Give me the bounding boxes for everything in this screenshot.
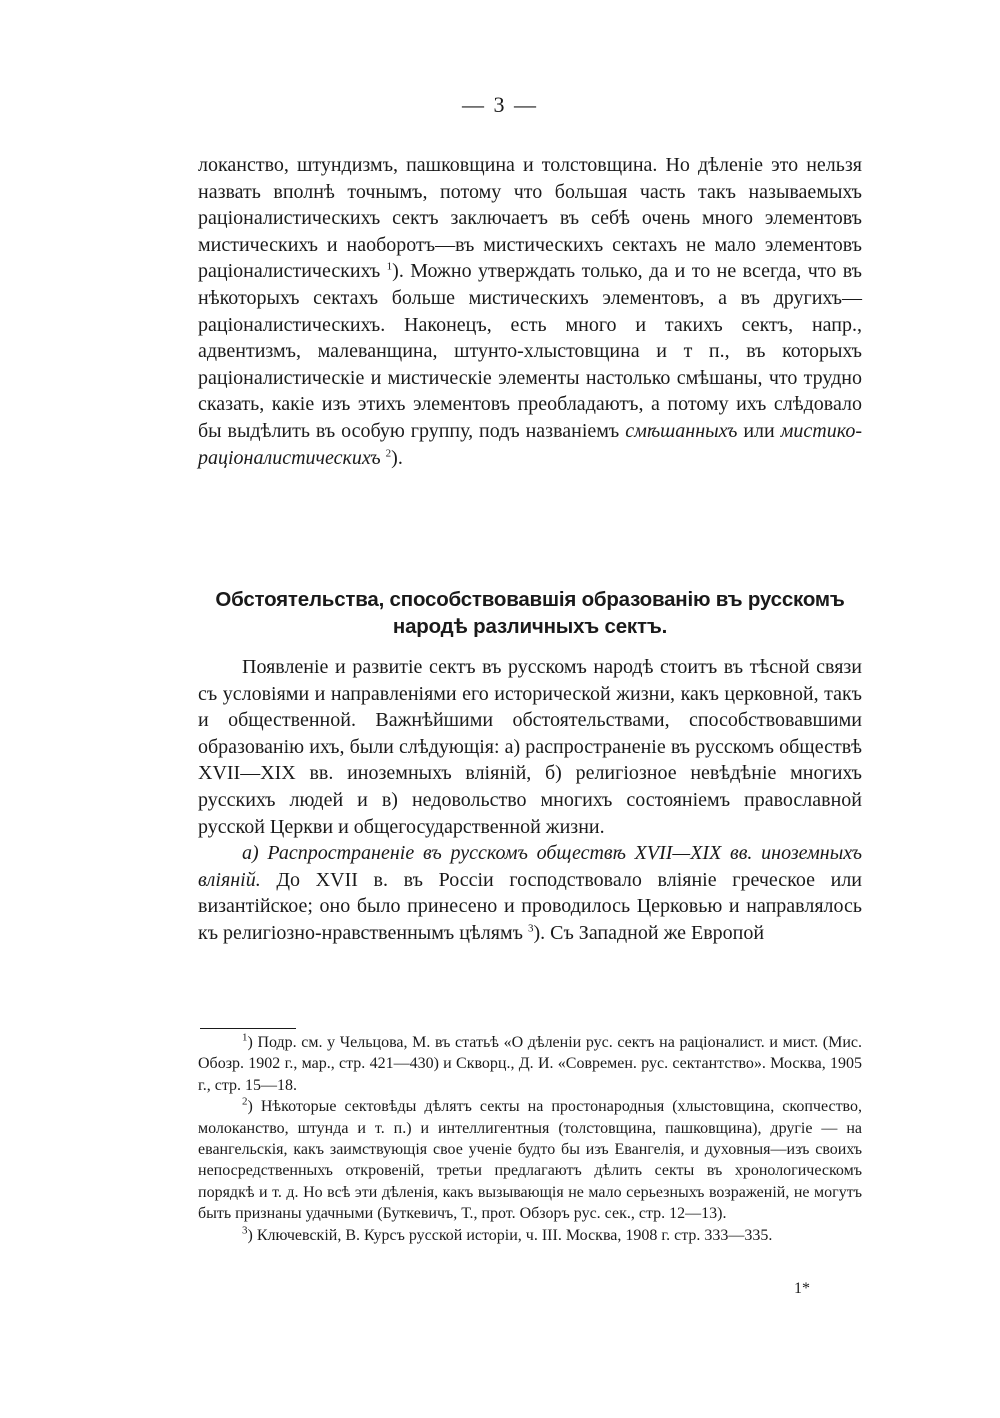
- footnote-1: [198, 1032, 862, 1096]
- footnotes: [198, 1032, 862, 1246]
- footnote-ref-3: 3: [527, 922, 534, 935]
- footnote-ref-1: 1: [386, 260, 393, 273]
- intro-italic-term-1: смѣшанныхъ: [625, 419, 738, 442]
- footnote-text: ) Нѣкоторые сектовѣды дѣлятъ секты на простонародныя (хлыстовщина, скопчество, молоканство, штунда и т. п.) и интеллигентныя (толстовщина, пашковщина), другіе — на евангельскія, какъ заимствующія свое ученіе будто бы изъ Евангелія, и духовныя—изъ своихъ непосредственныхъ откровеній, третьи предлагаютъ дѣлить секты въ хронологическомъ порядкѣ и т. д. Но всѣ эти дѣленія, какъ вызывающія не мало серьезныхъ возраженій, не могутъ быть признаны удачными (Буткевичъ, Т., прот. Обзоръ рус. сек., стр. 12—13).: [198, 1098, 862, 1223]
- main-body: [198, 654, 862, 947]
- footnote-3: [198, 1225, 862, 1246]
- footnote-text: ) Ключевскій, В. Курсъ русской исторіи, ч. III. Москва, 1908 г. стр. 333—335.: [247, 1226, 773, 1244]
- footnote-mark: 1: [242, 1031, 248, 1044]
- intro-text-1: локанство, штундизмъ, пашковщина и толстовщина. Но дѣленіе это нельзя назвать вполнѣ точнымъ, потому что большая часть такъ называемыхъ раціоналистическихъ сектъ заключаетъ въ себѣ очень много элементовъ мистическихъ и наоборотъ—въ мистическихъ сектахъ не мало элементовъ раціоналистическихъ: [198, 154, 862, 283]
- paragraph-3-text: До XVII в. въ Россіи господствовало вліяніе греческое или византійское; оно было принесено и проводилось Церковью и направлялось къ религіозно-нравственнымъ цѣлямъ: [198, 868, 862, 944]
- intro-text-3: или: [737, 419, 781, 442]
- paragraph-3: [198, 840, 862, 946]
- page-number: — 3 —: [462, 92, 538, 117]
- footnote-2: [198, 1096, 862, 1224]
- footnote-text: ) Подр. см. у Чельцова, М. въ статьѣ «О дѣленіи рус. сектъ на раціоналист. и мист. (Мис. Обозр. 1902 г., мар., стр. 421—430) и Скворц., Д. И. «Современ. рус. сектантство». Москва, 1905 г., стр. 15—18.: [198, 1034, 862, 1094]
- section-heading: Обстоятельства, способствовавшія образованію въ русскомъ народѣ различныхъ сектъ.: [215, 588, 845, 638]
- intro-text-4: ).: [391, 446, 403, 469]
- footnote-mark: 2: [242, 1095, 248, 1108]
- signature-mark: 1*: [794, 1280, 810, 1297]
- subsection-title-a: а) Распространеніе въ русскомъ обществѣ XVII—XIX вв. иноземныхъ вліяній.: [198, 842, 862, 891]
- intro-italic-term-2: мистико-раціоналистическихъ: [198, 419, 862, 469]
- footnote-divider: [200, 1028, 296, 1029]
- intro-text-2: ). Можно утверждать только, да и то не всегда, что въ нѣкоторыхъ сектахъ больше мистическихъ элементовъ, а въ другихъ—раціоналистическихъ. Наконецъ, есть много и такихъ сектъ, напр., адвентизмъ, малеванщина, штунто-хлыстовщина и т п., въ которыхъ раціоналистическіе и мистическіе элементы настолько смѣшаны, что трудно сказать, какіе изъ этихъ элементовъ преобладаютъ, а потому ихъ слѣдовало бы выдѣлить въ особую группу, подъ названіемъ: [198, 260, 862, 442]
- intro-paragraph: [198, 152, 862, 471]
- paragraph-2: Появленіе и развитіе сектъ въ русскомъ народѣ стоитъ въ тѣсной связи съ условіями и направленіями его исторической жизни, какъ церковной, такъ и общественной. Важнѣйшими обстоятельствами, способствовавшими образованію ихъ, были слѣдующія: а) распространеніе въ русскомъ обществѣ XVII—XIX вв. иноземныхъ вліяній, б) религіозное невѣдѣніе многихъ русскихъ людей и в) недовольство многихъ состояніемъ православной русской Церкви и общегосударственной жизни.: [198, 656, 862, 838]
- paragraph-3-text-2: ). Съ Западной же Европой: [533, 921, 765, 944]
- footnote-ref-2: 2: [385, 446, 392, 459]
- footnote-mark: 3: [242, 1224, 248, 1237]
